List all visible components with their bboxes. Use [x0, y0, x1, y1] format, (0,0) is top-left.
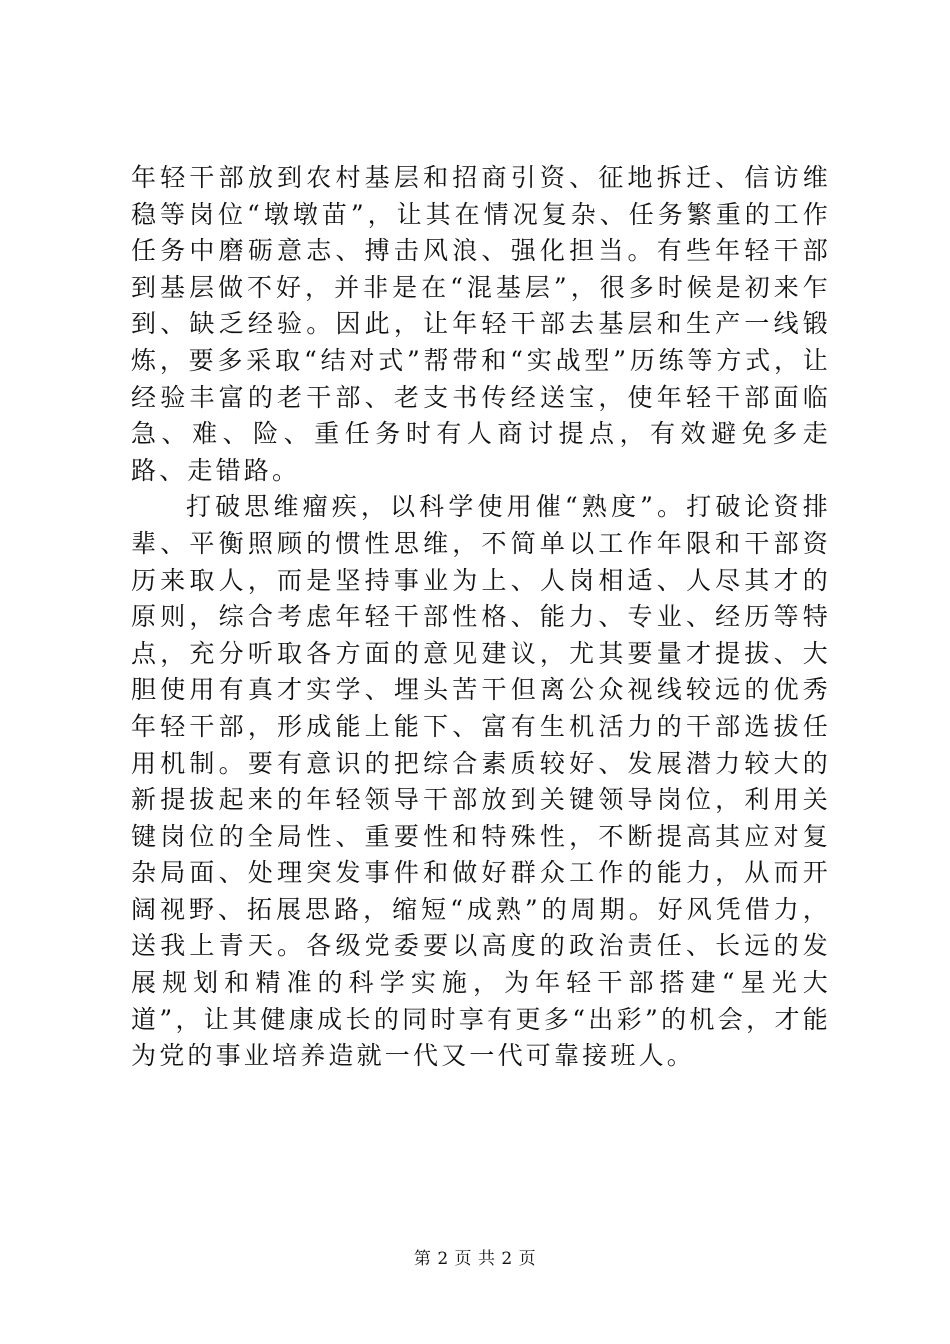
- paragraph-2: 打破思维瘤疾，以科学使用催“熟度”。打破论资排辈、平衡照顾的惯性思维，不简单以工作年限和干部资历来取人，而是坚持事业为上、人岗相适、人尽其才的原则，综合考虑年轻干部性格、能力、专业、经历等特点，充分听取各方面的意见建议，尤其要量才提拔、大胆使用有真才实学、埋头苦干但离公众视线较远的优秀年轻干部，形成能上能下、富有生机活力的干部选拔任用机制。要有意识的把综合素质较好、发展潜力较大的新提拔起来的年轻领导干部放到关键领导岗位，利用关键岗位的全局性、重要性和特殊性，不断提高其应对复杂局面、处理突发事件和做好群众工作的能力，从而开阔视野、拓展思路，缩短“成熟”的周期。好风凭借力，送我上青天。各级党委要以高度的政治责任、长远的发展规划和精准的科学实施，为年轻干部搭建“星光大道”，让其健康成长的同时享有更多“出彩”的机会，才能为党的事业培养造就一代又一代可靠接班人。: [131, 492, 831, 1071]
- document-body: [131, 160, 831, 1075]
- paragraph-1: 年轻干部放到农村基层和招商引资、征地拆迁、信访维稳等岗位“墩墩苗”，让其在情况复杂、任务繁重的工作任务中磨砺意志、搏击风浪、强化担当。有些年轻干部到基层做不好，并非是在“混基层”，很多时候是初来乍到、缺乏经验。因此，让年轻干部去基层和生产一线锻炼，要多采取“结对式”帮带和“实战型”历练等方式，让经验丰富的老干部、老支书传经送宝，使年轻干部面临急、难、险、重任务时有人商讨提点，有效避免多走路、走错路。: [131, 163, 831, 485]
- page-footer: 第 2 页 共 2 页: [413, 1249, 537, 1269]
